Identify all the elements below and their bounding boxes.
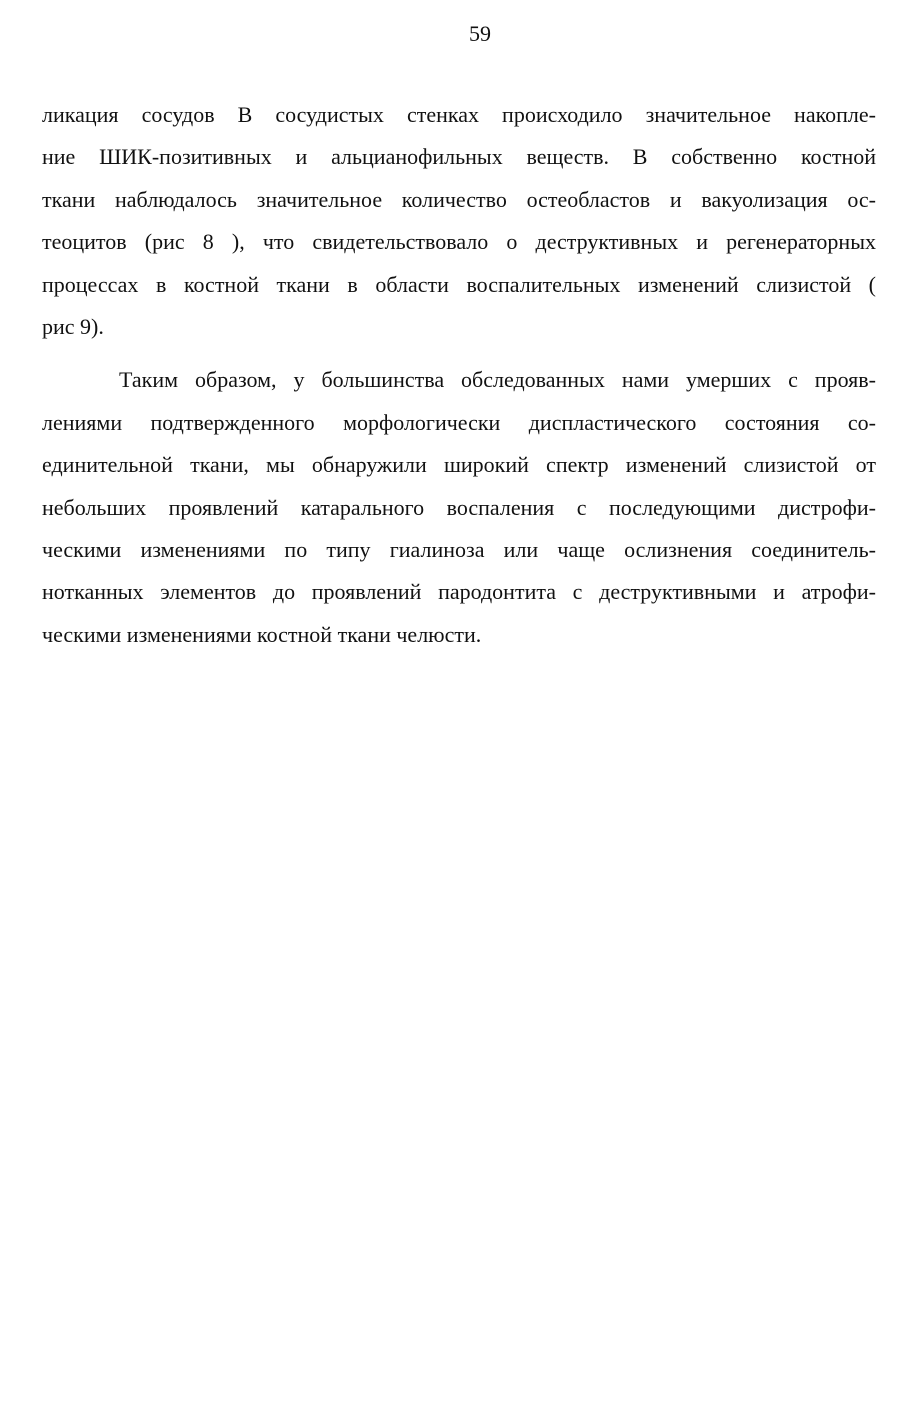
text-line: ние ШИК-позитивных и альцианофильных веществ. В собственно костной <box>42 144 876 170</box>
text-line: теоцитов (рис 8 ), что свидетельствовало о деструктивных и регенераторных <box>42 229 876 255</box>
text-line: процессах в костной ткани в области воспалительных изменений слизистой ( <box>42 271 876 297</box>
text-line: нотканных элементов до проявлений пародонтита с деструктивными и атрофи- <box>42 579 876 605</box>
page-number: 59 <box>469 21 491 46</box>
paragraph-vessels-description <box>42 94 876 348</box>
paragraph-spacer <box>42 348 876 359</box>
text-line: ткани наблюдалось значительное количество остеобластов и вакуолизация ос- <box>42 186 876 212</box>
paragraph-conclusion <box>42 359 876 656</box>
text-line: единительной ткани, мы обнаружили широкий спектр изменений слизистой от <box>42 452 876 478</box>
text-line: небольших проявлений катарального воспаления с последующими дистрофи- <box>42 494 876 520</box>
text-line: Таким образом, у большинства обследованных нами умерших с прояв- <box>119 367 876 393</box>
text-line: лениями подтвержденного морфологически диспластического состояния со- <box>42 409 876 435</box>
text-line: рис 9). <box>42 313 104 339</box>
text-line: ческими изменениями по типу гиалиноза или чаще ослизнения соединитель- <box>42 536 876 562</box>
text-line: ческими изменениями костной ткани челюсти. <box>42 621 482 647</box>
text-line: ликация сосудов В сосудистых стенках происходило значительное накопле- <box>42 102 876 127</box>
body-text <box>42 94 876 656</box>
